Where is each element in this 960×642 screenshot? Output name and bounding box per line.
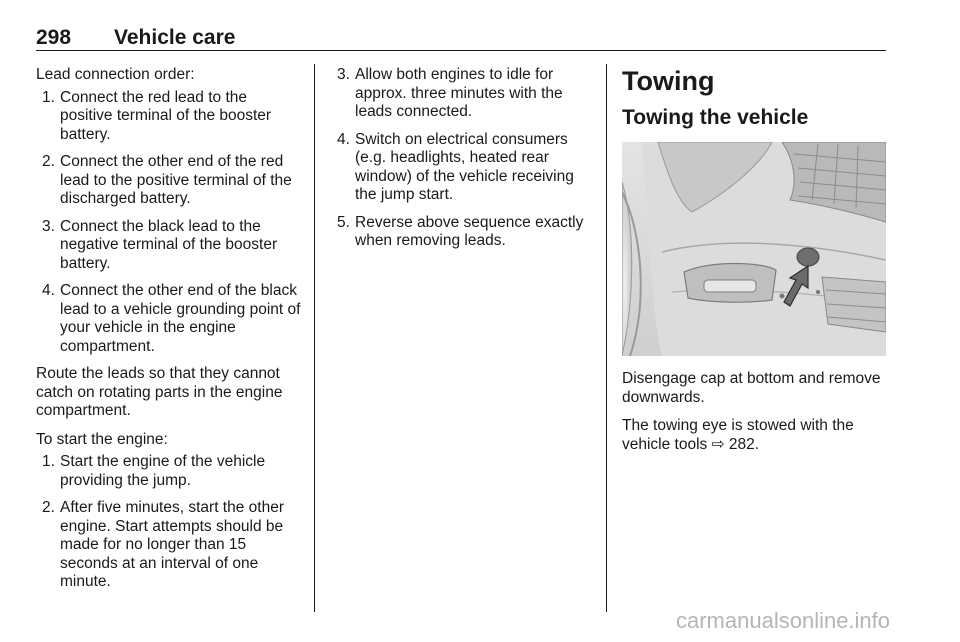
column-divider [606, 64, 607, 612]
arrow-ref-icon: ⇨ [711, 435, 725, 453]
start-intro: To start the engine: [36, 430, 168, 448]
section-title: Vehicle care [114, 26, 236, 49]
list-item: 1. Start the engine of the vehicle providing the jump. [42, 453, 266, 489]
start-engine-list [36, 453, 301, 592]
tool-reference: The towing eye is stowed with the vehicle tools ⇨ 282. [622, 417, 854, 453]
list-item: 5. Reverse above sequence exactly when removing leads. [337, 213, 584, 249]
subheading-towing-vehicle: Towing the vehicle [622, 106, 809, 129]
column-divider [314, 64, 315, 612]
watermark: carmanualsonline.info [676, 608, 891, 633]
heading-towing: Towing [622, 66, 715, 96]
column-left [36, 66, 301, 601]
list-item: 3. Allow both engines to idle for approx. three minutes with the leads connected. [337, 66, 563, 120]
column-middle [331, 66, 593, 260]
header-divider [36, 50, 886, 51]
lead-order-intro: Lead connection order: [36, 66, 195, 83]
list-item: 1. Connect the red lead to the positive terminal of the booster battery. [42, 88, 272, 143]
list-item: 2. After five minutes, start the other engine. Start attempts should be made for no longer than 15 seconds at an interval of one minute. [42, 499, 284, 590]
page-reference[interactable]: 282. [728, 435, 760, 453]
route-note: Route the leads so that they cannot catch on rotating parts in the engine compartment. [36, 365, 283, 419]
list-item: 2. Connect the other end of the red lead to the positive terminal of the discharged battery. [42, 153, 292, 207]
lead-connection-list [36, 89, 301, 357]
page-number: 298 [36, 26, 72, 49]
list-item: 4. Switch on electrical consumers (e.g. headlights, heated rear window) of the vehicle receiving the jump start. [337, 130, 574, 203]
page-header [36, 26, 886, 50]
figure-caption: Disengage cap at bottom and remove downwards. [622, 370, 881, 406]
list-item: 3. Connect the black lead to the negative terminal of the booster battery. [42, 217, 278, 272]
list-item: 4. Connect the other end of the black lead to a vehicle grounding point of your vehicle in the engine compartment. [42, 282, 301, 355]
jump-start-continued-list [331, 66, 593, 251]
front-bumper-illustration [622, 142, 886, 356]
column-right [622, 66, 888, 464]
